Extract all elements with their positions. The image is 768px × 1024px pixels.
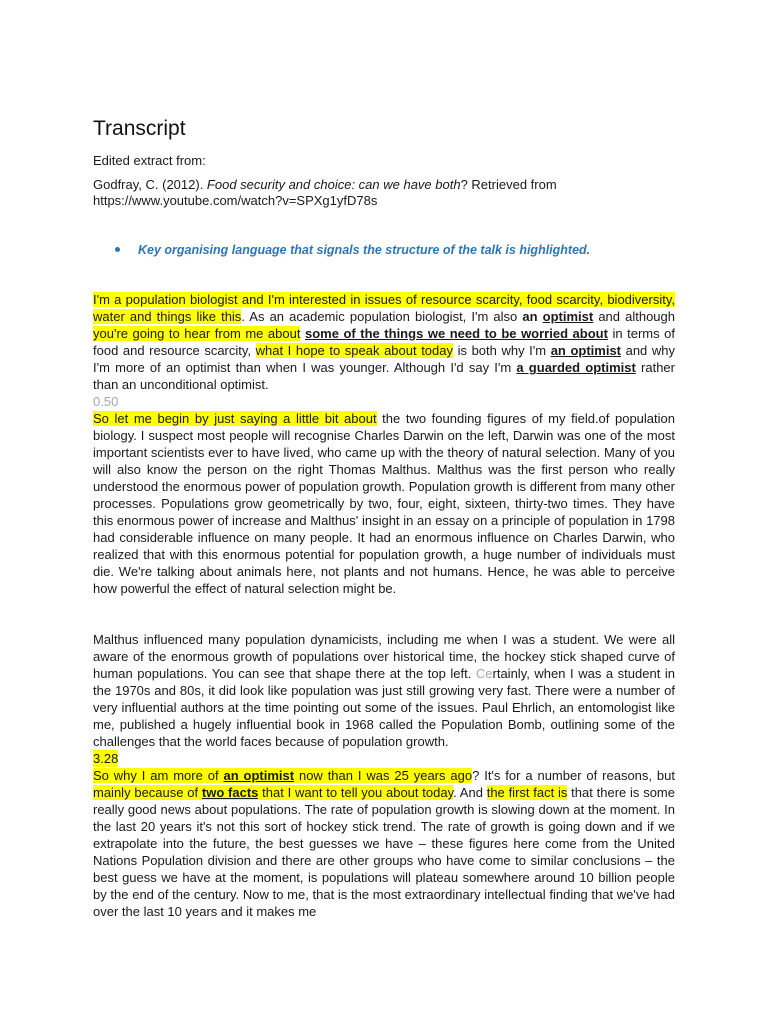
p1-run: rather than an unconditional optimist. — [93, 360, 675, 392]
citation-author: Godfray, C. (2012). — [93, 177, 207, 192]
p4-run: So why I am more of — [93, 768, 224, 783]
timestamp-1: 0.50 — [93, 394, 119, 409]
p2-run: the two founding figures of my field.of population biology. I suspect most people will recognise Charles Darwin on the left, Darwin was one of the most important scientists ever to have lived, who came up with the theory of natural selection. Many of you will also know the person on the right Thomas Malthus. Malthus was the first person who really understood the enormous power of population growth. Population growth is different from many other processes. Populations grow geometrically by two, four, eight, sixteen, thirty-two times. They have this enormous power of increase and Malthus' insight in an essay on a principle of population in 1798 had considerable influence on many people. It had an enormous influence on Charles Darwin, who realized that with this enormous potential for population growth, a huge number of individuals must die. We're talking about animals here, not plants and not humans. Hence, he was able to perceive how powerful the effect of natural selection might be. — [93, 411, 675, 596]
p3-run: rtainly, when I was a student in the 1970s and 80s, it did look like population was just still growing very fast. There were a number of very influential authors at the time pointing out some of the issues. Paul Ehrlich, an entomologist like me, published a hugely influential book in 1968 called the Population Bomb, outlining some of the challenges that the world faces because of population growth. — [93, 666, 676, 749]
p1-run: and why I'm more of an optimist than when I was younger. Although I'd say I'm — [93, 343, 675, 375]
p4-run: now than I was 25 years ago — [294, 768, 473, 783]
p1-run: in terms of food and resource scarcity, — [93, 326, 675, 358]
transcript-paragraph-2 — [93, 410, 675, 597]
citation-url[interactable]: https://www.youtube.com/watch?v=SPXg1yfD78s — [93, 193, 378, 208]
p4-run: ? It's for a number of reasons, but — [472, 768, 675, 783]
p4-run: that I want to tell you about today — [258, 785, 454, 800]
p4-run: that there is some really good news about populations. The rate of population growth is slowing down at the moment. In the last 20 years it's not this sort of hockey stick trend. The rate of growth is going down and if we extrapolate into the future, the best guesses we have – these figures here come from the United Nations Population division and there are other groups who have come to similar conclusions – the best guess we have at the moment, is populations will plateau somewhere around 10 billion people by the end of the century. Now to me, that is the most extraordinary intellectual finding that we've had over the last 10 years and it makes me — [93, 785, 675, 919]
p1-run: an — [522, 309, 543, 324]
p4-run: two facts — [201, 785, 259, 800]
p4-run: mainly because of — [93, 785, 202, 800]
p3-run: Malthus influenced many population dynamicists, including me when I was a student. We were all aware of the enormous growth of populations over historical time, the hockey stick shaped curve of human populations. You can see that shape there at the top left. — [93, 632, 675, 681]
p1-run: . As an academic population biologist, I'm also — [241, 309, 523, 324]
p1-run: a guarded optimist — [516, 360, 636, 375]
page-title: Transcript — [93, 117, 186, 140]
transcript-paragraph-1 — [93, 291, 675, 393]
p2-run: So let me begin by just saying a little bit about — [93, 411, 377, 426]
citation-title: Food security and choice: can we have both — [206, 177, 461, 192]
p1-run: optimist — [542, 309, 594, 324]
document-page — [93, 0, 675, 1024]
key-language-text: Key organising language that signals the structure of the talk is highlighted. — [138, 243, 591, 257]
citation-line — [93, 176, 557, 193]
p1-run: and although — [593, 309, 675, 324]
p1-run: what I hope to speak about today — [255, 343, 454, 358]
p4-run: . And — [453, 785, 487, 800]
citation-retrieved: ? Retrieved from — [460, 177, 557, 192]
p1-run: is both why I'm — [453, 343, 551, 358]
p1-run: you're going to hear from me about — [93, 326, 301, 341]
transcript-paragraph-4 — [93, 767, 675, 920]
p1-run: some of the things we need to be worried about — [304, 326, 608, 341]
edited-extract-label: Edited extract from: — [93, 153, 206, 168]
p1-run: an optimist — [550, 343, 621, 358]
transcript-paragraph-3 — [93, 631, 675, 750]
bullet-icon — [115, 247, 120, 252]
p3-run: Ce — [475, 666, 493, 681]
p4-run: the first fact is — [486, 785, 568, 800]
key-language-note — [115, 243, 675, 257]
timestamp-2: 3.28 — [93, 751, 119, 766]
p1-run: I'm a population biologist and I'm interested in issues of resource scarcity, food scarcity, biodiversity, water and things like this — [93, 292, 675, 324]
p4-run: an optimist — [223, 768, 295, 783]
